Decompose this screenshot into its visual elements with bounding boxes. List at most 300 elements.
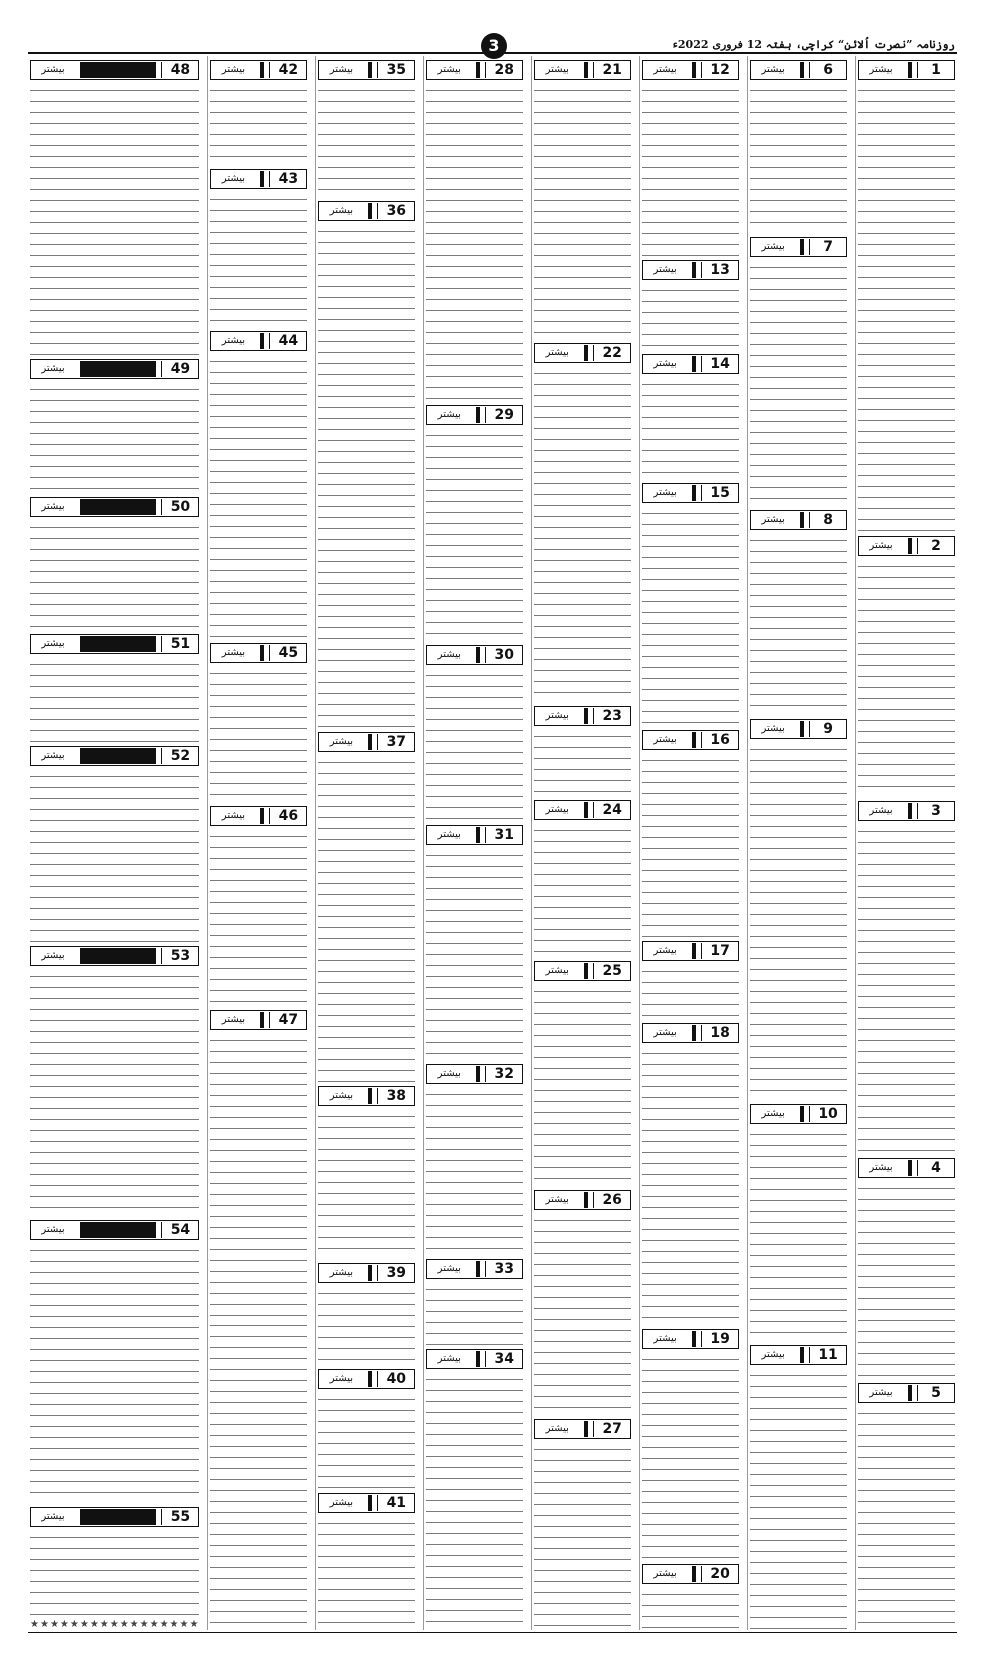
notice-number: 23 <box>593 708 630 724</box>
notice-entry <box>210 802 307 1006</box>
notice-body <box>534 984 631 1186</box>
notice-body <box>642 506 739 726</box>
header-black-box <box>368 1495 372 1511</box>
notice-tag: بیشتر <box>653 263 677 275</box>
header-black-box <box>476 62 480 78</box>
header-black-box <box>692 262 696 278</box>
notice-entry <box>210 639 307 802</box>
notice-header <box>210 331 307 351</box>
column-3 <box>639 56 741 1630</box>
notice-entry <box>858 1379 955 1630</box>
notice-header <box>30 1507 199 1527</box>
notice-header <box>318 732 415 752</box>
notice-entry <box>750 715 847 1100</box>
notice-entry <box>426 401 523 641</box>
notice-header <box>750 510 847 530</box>
notice-tag: بیشتر <box>545 709 569 721</box>
header-black-box <box>800 62 804 78</box>
notice-entry <box>30 493 199 630</box>
header-black-box <box>80 748 156 764</box>
notice-number: 55 <box>161 1509 198 1525</box>
notice-number: 19 <box>701 1331 738 1347</box>
notice-entry <box>30 742 199 942</box>
header-black-box <box>368 62 372 78</box>
notice-number: 11 <box>809 1347 846 1363</box>
notice-header <box>30 60 199 80</box>
notice-header <box>210 60 307 80</box>
notice-number: 10 <box>809 1106 846 1122</box>
notice-entry <box>30 56 199 355</box>
notice-entry <box>534 1415 631 1630</box>
notice-body <box>426 83 523 401</box>
notice-entry <box>642 726 739 937</box>
notice-entry <box>318 1082 415 1259</box>
notice-tag: بیشتر <box>869 804 893 816</box>
notice-number: 15 <box>701 485 738 501</box>
notice-body <box>30 382 199 492</box>
notice-body <box>750 1368 847 1630</box>
notice-number: 39 <box>377 1265 414 1281</box>
notice-body <box>318 1109 415 1259</box>
notice-number: 35 <box>377 62 414 78</box>
notice-body <box>426 668 523 821</box>
notice-entry <box>318 1489 415 1630</box>
header-black-box <box>476 1066 480 1082</box>
notice-header <box>426 645 523 665</box>
header-black-box <box>692 485 696 501</box>
header-black-box <box>800 512 804 528</box>
notice-number: 18 <box>701 1025 738 1041</box>
header-black-box <box>908 62 912 78</box>
notice-tag: بیشتر <box>437 1353 461 1365</box>
notice-header <box>210 643 307 663</box>
notice-body <box>318 83 415 197</box>
notice-tag: بیشتر <box>653 486 677 498</box>
notice-number: 41 <box>377 1495 414 1511</box>
notice-entry <box>30 942 199 1216</box>
notice-body <box>210 83 307 165</box>
notice-tag: بیشتر <box>761 513 785 525</box>
notice-entry <box>750 233 847 506</box>
notice-tag: بیشتر <box>221 810 246 822</box>
notice-body <box>750 83 847 233</box>
classified-sheet <box>28 56 957 1630</box>
notice-number: 8 <box>809 512 846 528</box>
notice-number: 26 <box>593 1192 630 1208</box>
notice-entry <box>858 56 955 532</box>
notice-tag: بیشتر <box>437 1263 461 1275</box>
notice-tag: بیشتر <box>329 1496 353 1508</box>
notice-body <box>642 1587 739 1630</box>
notice-entry <box>318 728 415 1082</box>
notice-header <box>210 1010 307 1030</box>
notice-tag: بیشتر <box>761 1348 785 1360</box>
header-black-box <box>584 1421 588 1437</box>
notice-number: 47 <box>269 1012 306 1028</box>
notice-header <box>858 536 955 556</box>
notice-tag: بیشتر <box>221 64 246 75</box>
notice-entry <box>642 1560 739 1630</box>
notice-body <box>642 753 739 937</box>
notice-body <box>30 520 199 630</box>
notice-number: 4 <box>917 1160 954 1176</box>
header-black-box <box>260 62 264 78</box>
notice-tag: بیشتر <box>437 828 461 840</box>
notice-body <box>30 657 199 742</box>
notice-entry <box>858 1154 955 1379</box>
header-black-box <box>800 1106 804 1122</box>
notice-body <box>426 1087 523 1255</box>
header-black-box <box>368 1088 372 1104</box>
column-8 <box>28 56 201 1630</box>
header-black-box <box>908 803 912 819</box>
notice-number: 53 <box>161 948 198 964</box>
notice-header <box>642 354 739 374</box>
header-black-box <box>476 1261 480 1277</box>
notice-header <box>426 1064 523 1084</box>
notice-entry <box>534 957 631 1186</box>
header-black-box <box>692 732 696 748</box>
notice-header <box>30 359 199 379</box>
notice-tag: بیشتر <box>545 803 569 815</box>
notice-header <box>534 800 631 820</box>
notice-entry <box>534 702 631 796</box>
notice-body <box>750 1127 847 1341</box>
notice-body <box>858 1181 955 1379</box>
notice-header <box>750 237 847 257</box>
header-black-box <box>908 1160 912 1176</box>
header-black-box <box>692 943 696 959</box>
notice-tag: بیشتر <box>329 205 353 217</box>
notice-entry <box>318 1365 415 1489</box>
notice-body <box>318 1516 415 1630</box>
notice-body <box>318 224 415 728</box>
notice-entry <box>534 339 631 702</box>
header-black-box <box>80 1222 156 1238</box>
footer-rule <box>28 1632 957 1633</box>
notice-tag: بیشتر <box>329 1266 353 1278</box>
notice-tag: بیشتر <box>41 749 65 761</box>
header-black-box <box>800 1347 804 1363</box>
notice-body <box>426 848 523 1061</box>
notice-tag: بیشتر <box>545 965 569 977</box>
notice-number: 6 <box>809 62 846 78</box>
notice-tag: بیشتر <box>869 64 893 75</box>
notice-entry <box>30 1216 199 1503</box>
header-black-box <box>584 345 588 361</box>
notice-tag: بیشتر <box>761 722 785 734</box>
notice-body <box>426 1282 523 1345</box>
notice-header <box>642 730 739 750</box>
notice-header <box>318 1369 415 1389</box>
notice-number: 13 <box>701 262 738 278</box>
notice-tag: بیشتر <box>437 408 461 420</box>
header-black-box <box>908 538 912 554</box>
notice-number: 24 <box>593 802 630 818</box>
column-1 <box>855 56 957 1630</box>
header-black-box <box>584 963 588 979</box>
header-black-box <box>584 802 588 818</box>
notice-entry <box>318 56 415 197</box>
notice-number: 34 <box>485 1351 522 1367</box>
header-black-box <box>800 721 804 737</box>
header-black-box <box>476 407 480 423</box>
header-black-box <box>260 808 264 824</box>
notice-entry <box>750 1100 847 1341</box>
notice-entry <box>426 821 523 1061</box>
notice-number: 50 <box>161 499 198 515</box>
notice-tag: بیشتر <box>41 64 65 75</box>
notice-body <box>210 1033 307 1318</box>
notice-number: 25 <box>593 963 630 979</box>
notice-number: 49 <box>161 361 198 377</box>
notice-number: 40 <box>377 1371 414 1387</box>
header-black-box <box>584 62 588 78</box>
notice-header <box>534 1419 631 1439</box>
notice-entry <box>210 1006 307 1318</box>
notice-header <box>642 60 739 80</box>
notice-tag: بیشتر <box>653 1567 677 1579</box>
notice-body <box>426 428 523 641</box>
header-black-box <box>692 62 696 78</box>
notice-tag: بیشتر <box>761 240 785 252</box>
header-rule <box>28 52 957 54</box>
notice-header <box>426 1259 523 1279</box>
notice-header <box>534 706 631 726</box>
notice-header <box>210 169 307 189</box>
column-2 <box>747 56 849 1630</box>
notice-header <box>750 60 847 80</box>
notice-number: 37 <box>377 734 414 750</box>
notice-number: 38 <box>377 1088 414 1104</box>
notice-number: 54 <box>161 1222 198 1238</box>
notice-entry <box>318 197 415 728</box>
notice-body <box>858 559 955 797</box>
notice-tag: بیشتر <box>329 64 353 75</box>
notice-header <box>858 1158 955 1178</box>
notice-header <box>858 801 955 821</box>
notice-header <box>534 961 631 981</box>
notice-tag: بیشتر <box>437 64 461 75</box>
notice-entry <box>426 641 523 821</box>
notice-header <box>318 1493 415 1513</box>
notice-header <box>858 1383 955 1403</box>
notice-number: 14 <box>701 356 738 372</box>
notice-number: 22 <box>593 345 630 361</box>
notice-header <box>642 1329 739 1349</box>
notice-number: 9 <box>809 721 846 737</box>
notice-number: 52 <box>161 748 198 764</box>
masthead: روزنامہ ”نصرت اُلائن“ کراچی، ہفتہ 12 فروری 2022ء <box>672 38 955 51</box>
notice-body <box>642 283 739 350</box>
notice-number: 27 <box>593 1421 630 1437</box>
header-black-box <box>368 1265 372 1281</box>
notice-entry <box>426 1060 523 1255</box>
notice-tag: بیشتر <box>653 1027 677 1039</box>
notice-tag: بیشتر <box>869 1161 893 1173</box>
notice-header <box>534 1190 631 1210</box>
notice-body <box>534 729 631 796</box>
header-black-box <box>800 239 804 255</box>
notice-header <box>210 806 307 826</box>
header-black-box <box>260 645 264 661</box>
notice-body <box>30 83 199 355</box>
notice-body <box>30 1530 199 1615</box>
notice-number: 45 <box>269 645 306 661</box>
notice-body <box>318 755 415 1082</box>
notice-number: 29 <box>485 407 522 423</box>
notice-entry <box>750 506 847 715</box>
notice-tag: بیشتر <box>329 736 353 748</box>
notice-header <box>642 1564 739 1584</box>
notice-tag: بیشتر <box>653 1332 677 1344</box>
notice-tag: بیشتر <box>437 648 461 660</box>
notice-entry <box>642 937 739 1019</box>
notice-body <box>30 969 199 1216</box>
notice-body <box>318 1286 415 1365</box>
notice-entry <box>750 56 847 233</box>
notice-header <box>30 634 199 654</box>
notice-entry <box>210 327 307 639</box>
header-black-box <box>476 647 480 663</box>
notice-body <box>318 1392 415 1489</box>
notice-tag: بیشتر <box>329 1372 353 1384</box>
notice-number: 2 <box>917 538 954 554</box>
header-black-box <box>368 734 372 750</box>
notice-body <box>750 533 847 715</box>
notice-header <box>318 201 415 221</box>
notice-number: 46 <box>269 808 306 824</box>
header-black-box <box>368 1371 372 1387</box>
notice-tag: بیشتر <box>41 363 65 375</box>
column-7 <box>207 56 309 1630</box>
column-5 <box>423 56 525 1630</box>
header-black-box <box>692 1331 696 1347</box>
notice-header <box>750 719 847 739</box>
header-black-box <box>584 708 588 724</box>
notice-entry <box>318 1259 415 1365</box>
notice-tag: بیشتر <box>653 733 677 745</box>
notice-number: 5 <box>917 1385 954 1401</box>
notice-entry <box>750 1341 847 1630</box>
header-black-box <box>80 948 156 964</box>
notice-entry <box>642 56 739 256</box>
notice-entry <box>534 796 631 957</box>
page-number: 3 <box>481 33 507 59</box>
notice-header <box>426 60 523 80</box>
notice-number: 12 <box>701 62 738 78</box>
notice-number: 43 <box>269 171 306 187</box>
notice-number: 3 <box>917 803 954 819</box>
notice-number: 21 <box>593 62 630 78</box>
notice-body <box>858 1406 955 1630</box>
notice-entry <box>642 479 739 726</box>
notice-body <box>534 823 631 957</box>
notice-header <box>642 483 739 503</box>
notice-entry <box>534 56 631 339</box>
notice-body <box>750 260 847 506</box>
notice-number: 51 <box>161 636 198 652</box>
notice-header <box>858 60 955 80</box>
header-black-box <box>80 499 156 515</box>
notice-body <box>642 964 739 1019</box>
notice-header <box>318 60 415 80</box>
header-black-box <box>584 1192 588 1208</box>
notice-tag: بیشتر <box>221 172 246 184</box>
notice-tag: بیشتر <box>221 1013 246 1025</box>
notice-body <box>642 83 739 256</box>
notice-tag: بیشتر <box>41 500 65 512</box>
notice-body <box>534 1213 631 1415</box>
notice-entry <box>210 165 307 328</box>
notice-body <box>642 1352 739 1560</box>
notice-tag: بیشتر <box>869 540 893 552</box>
notice-entry <box>30 1503 199 1615</box>
notice-header <box>30 946 199 966</box>
notice-body <box>426 1372 523 1630</box>
notice-number: 7 <box>809 239 846 255</box>
notice-body <box>534 83 631 339</box>
header-black-box <box>692 356 696 372</box>
notice-header <box>318 1086 415 1106</box>
notice-tag: بیشتر <box>41 637 65 649</box>
notice-header <box>750 1345 847 1365</box>
notice-tag: بیشتر <box>41 949 65 961</box>
notice-tag: بیشتر <box>869 1386 893 1398</box>
column-4 <box>531 56 633 1630</box>
notice-header <box>30 746 199 766</box>
notice-header <box>426 825 523 845</box>
header-black-box <box>476 1351 480 1367</box>
notice-header <box>426 405 523 425</box>
notice-entry <box>426 56 523 401</box>
header-black-box <box>80 62 156 78</box>
footer-stars: ★★★★★★★★★★★★★★★★★ <box>30 1619 200 1630</box>
notice-number: 33 <box>485 1261 522 1277</box>
notice-number: 44 <box>269 333 306 349</box>
notice-body <box>642 377 739 479</box>
notice-header <box>642 1023 739 1043</box>
notice-body <box>534 366 631 702</box>
header-black-box <box>692 1566 696 1582</box>
notice-body <box>750 742 847 1100</box>
notice-entry <box>858 797 955 1154</box>
notice-body <box>534 1442 631 1630</box>
notice-entry <box>642 1019 739 1324</box>
notice-entry <box>858 532 955 797</box>
notice-body <box>858 83 955 532</box>
notice-entry <box>30 630 199 742</box>
header-black-box <box>908 1385 912 1401</box>
notice-number: 1 <box>917 62 954 78</box>
notice-body <box>210 666 307 802</box>
notice-number: 20 <box>701 1566 738 1582</box>
notice-entry <box>642 350 739 479</box>
page-header <box>0 0 997 55</box>
header-black-box <box>368 203 372 219</box>
header-black-box <box>80 1509 156 1525</box>
notice-header <box>534 60 631 80</box>
notice-body <box>210 829 307 1006</box>
notice-body <box>210 354 307 639</box>
notice-body <box>642 1046 739 1324</box>
header-black-box <box>692 1025 696 1041</box>
notice-body <box>210 1318 307 1630</box>
notice-body <box>30 769 199 942</box>
notice-tag: بیشتر <box>761 1107 785 1119</box>
notice-tag: بیشتر <box>545 64 569 75</box>
notice-number: 32 <box>485 1066 522 1082</box>
